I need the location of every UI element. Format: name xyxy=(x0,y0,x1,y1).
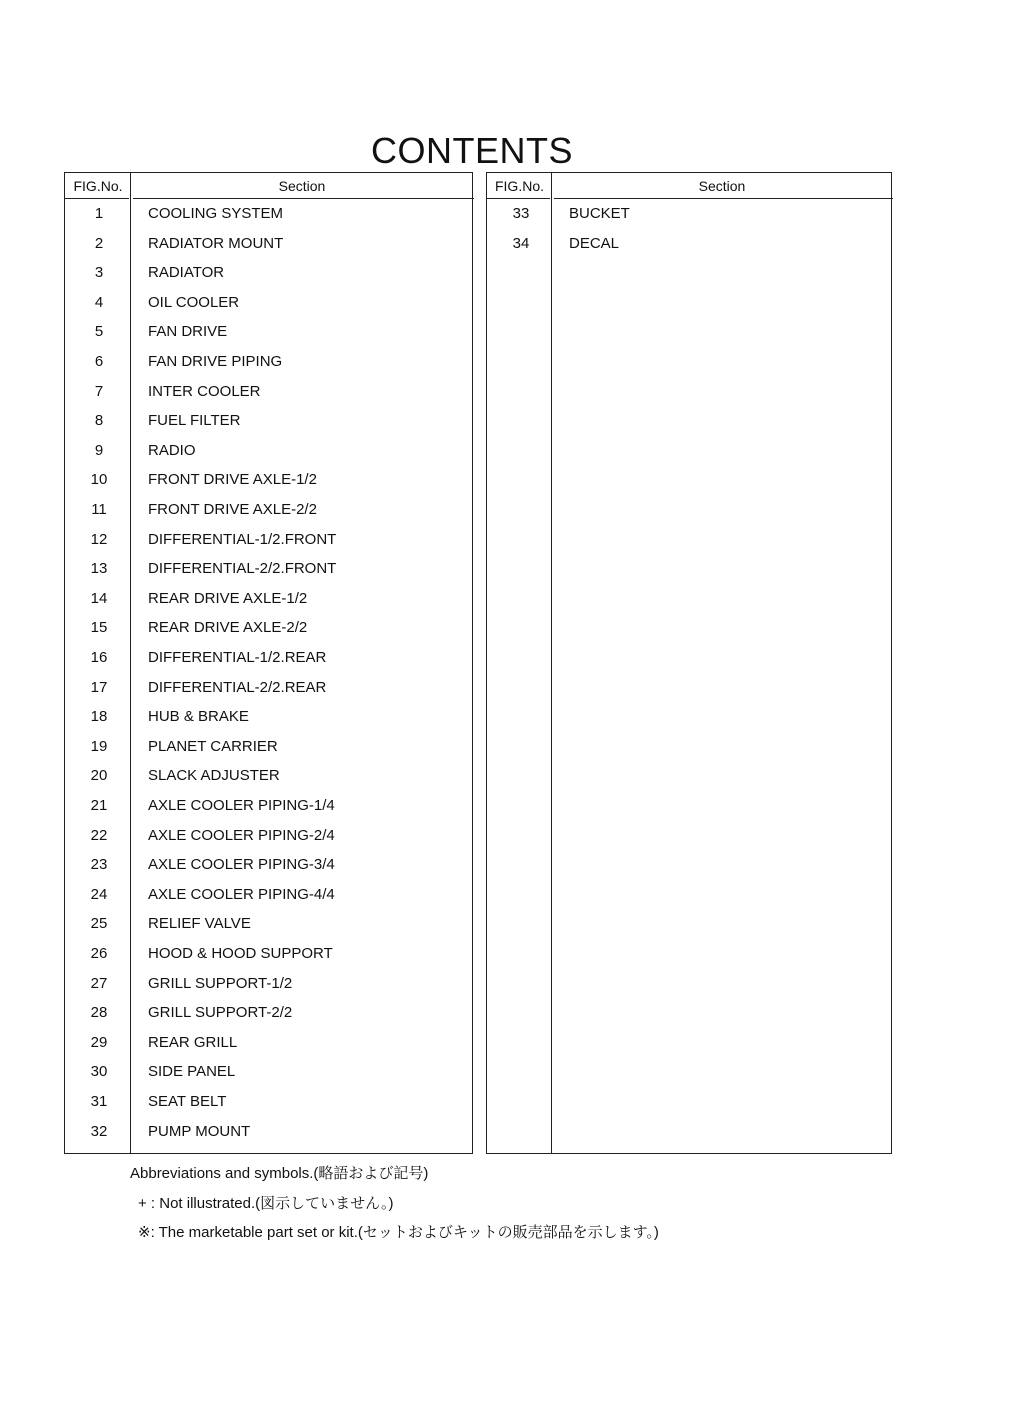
section-name: FAN DRIVE PIPING xyxy=(148,353,283,370)
section-name: DIFFERENTIAL-2/2.FRONT xyxy=(148,560,337,578)
fig-number: 3 xyxy=(94,264,104,282)
fig-number: 26 xyxy=(90,945,108,962)
fig-number: 18 xyxy=(90,708,108,726)
fig-number: 4 xyxy=(94,293,104,311)
section-name: RADIATOR MOUNT xyxy=(148,234,284,252)
section-name: HOOD & HOOD SUPPORT xyxy=(148,945,333,962)
fig-number: 9 xyxy=(94,441,104,459)
fig-number: 11 xyxy=(91,501,107,518)
section-header: Section xyxy=(278,178,326,194)
section-name: SLACK ADJUSTER xyxy=(148,767,280,785)
section-name: FUEL FILTER xyxy=(148,412,241,430)
section-name: DECAL xyxy=(569,234,620,252)
fig-no-header: FIG.No. xyxy=(73,178,123,194)
section-name: REAR DRIVE AXLE-1/2 xyxy=(148,589,308,607)
fig-number: 17 xyxy=(90,678,108,696)
section-name: SIDE PANEL xyxy=(148,1063,236,1081)
fig-number: 29 xyxy=(90,1033,108,1051)
section-name: BUCKET xyxy=(569,205,630,222)
fig-number: 6 xyxy=(94,353,104,370)
section-name: COOLING SYSTEM xyxy=(148,205,284,222)
fig-number: 13 xyxy=(90,560,108,578)
fig-number: 19 xyxy=(90,737,108,755)
fig-number: 27 xyxy=(90,974,108,992)
section-name: AXLE COOLER PIPING-2/4 xyxy=(148,826,335,844)
section-name: FAN DRIVE xyxy=(148,323,228,341)
section-name: RADIATOR xyxy=(148,264,225,282)
fig-number: 33 xyxy=(512,205,530,222)
section-name: PUMP MOUNT xyxy=(148,1122,251,1140)
fig-number: 22 xyxy=(90,826,108,844)
section-name: REAR GRILL xyxy=(148,1033,238,1051)
section-name: GRILL SUPPORT-2/2 xyxy=(148,1004,293,1022)
section-name: OIL COOLER xyxy=(148,293,240,311)
note-not-illustrated: + : Not illustrated.(図示していません。) xyxy=(138,1195,394,1212)
section-name: REAR DRIVE AXLE-2/2 xyxy=(148,619,308,637)
fig-number: 16 xyxy=(90,649,108,666)
contents-table-right xyxy=(486,172,892,1154)
fig-no-header: FIG.No. xyxy=(494,178,544,194)
section-header: Section xyxy=(698,178,746,194)
fig-number: 31 xyxy=(90,1093,108,1110)
fig-number: 8 xyxy=(94,412,104,430)
fig-number: 34 xyxy=(512,234,530,252)
notes-heading: Abbreviations and symbols.(略語および記号) xyxy=(130,1165,429,1182)
fig-number: 30 xyxy=(90,1063,108,1081)
fig-number: 5 xyxy=(94,323,104,341)
section-name: AXLE COOLER PIPING-3/4 xyxy=(148,856,335,874)
section-name: INTER COOLER xyxy=(148,382,261,400)
fig-number: 32 xyxy=(90,1122,108,1140)
section-name: SEAT BELT xyxy=(148,1093,227,1110)
column-divider xyxy=(551,173,552,1153)
section-name: PLANET CARRIER xyxy=(148,737,278,755)
note-marketable-kit: ※: The marketable part set or kit.(セットおよびキットの販売部品を示します。) xyxy=(138,1224,659,1241)
section-name: DIFFERENTIAL-1/2.FRONT xyxy=(148,530,337,548)
section-name: RELIEF VALVE xyxy=(148,915,251,933)
section-name: FRONT DRIVE AXLE-2/2 xyxy=(148,501,317,518)
section-name: AXLE COOLER PIPING-4/4 xyxy=(148,885,335,903)
section-name: HUB & BRAKE xyxy=(148,708,249,726)
section-name: GRILL SUPPORT-1/2 xyxy=(148,974,293,992)
fig-number: 23 xyxy=(90,856,108,874)
section-name: DIFFERENTIAL-1/2.REAR xyxy=(148,649,327,666)
fig-number: 15 xyxy=(90,619,108,637)
fig-number: 7 xyxy=(94,382,104,400)
fig-number: 24 xyxy=(90,885,108,903)
fig-number: 1 xyxy=(94,205,104,222)
column-divider xyxy=(130,173,131,1153)
section-name: DIFFERENTIAL-2/2.REAR xyxy=(148,678,327,696)
section-name: RADIO xyxy=(148,441,196,459)
fig-number: 12 xyxy=(90,530,108,548)
fig-number: 20 xyxy=(90,767,108,785)
fig-number: 25 xyxy=(90,915,108,933)
section-name: FRONT DRIVE AXLE-1/2 xyxy=(148,471,317,489)
fig-number: 10 xyxy=(90,471,108,489)
fig-number: 28 xyxy=(90,1004,108,1022)
section-name: AXLE COOLER PIPING-1/4 xyxy=(148,797,335,814)
fig-number: 2 xyxy=(94,234,104,252)
fig-number: 21 xyxy=(90,797,108,814)
fig-number: 14 xyxy=(90,589,108,607)
page-title: CONTENTS xyxy=(371,130,573,171)
